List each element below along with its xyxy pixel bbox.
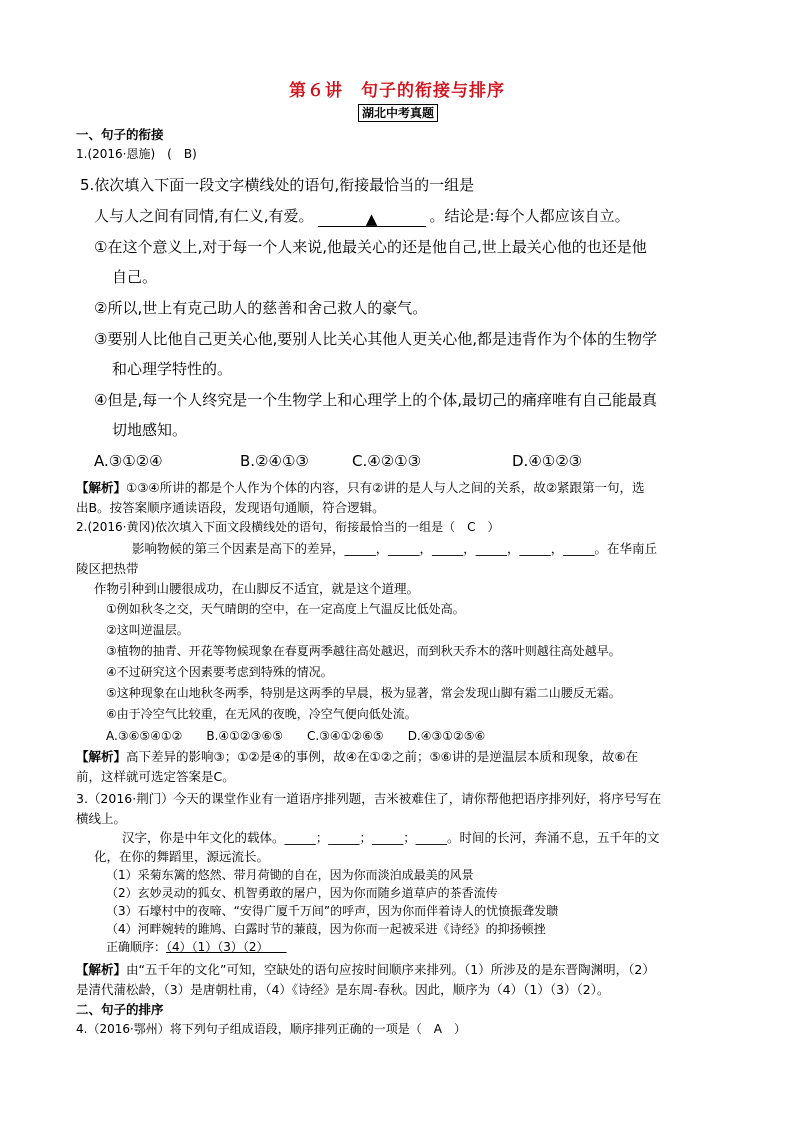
order-label: 正确顺序： [106, 940, 167, 954]
q2-option-1: ①例如秋冬之交，天气晴朗的空中，在一定高度上气温反比低处高。 [106, 602, 465, 616]
q2-passage-line2: 陵区把热带 [76, 561, 139, 576]
q1-choice-d: D.④①②③ [512, 452, 583, 470]
q2-option-5: ⑤这种现象在山地秋冬两季，特别是这两季的早晨，极为显著，常会发现山脚有霜二山腰反无霜。 [106, 686, 621, 700]
q3-option-4: （4）河畔婉转的雎鸠、白露时节的蒹葭，因为你而一起被采进《诗经》的抑扬顿挫 [106, 922, 546, 936]
analysis-text: 高下差异的影响③；①②是④的事例，故④在①②之前；⑤⑥讲的是逆温层本质和现象，故⑥在 [126, 749, 639, 764]
q3-analysis-line2: 是清代蒲松龄，（3）是唐朝杜甫，（4）《诗经》是东周-春秋。因此，顺序为（4）（1）（3）（2）。 [76, 982, 610, 997]
analysis-text: 由“五千年的文化”可知，空缺处的语句应按时间顺序来排列。（1）所涉及的是东晋陶渊明，（2） [126, 962, 655, 977]
q2-option-6: ⑥由于冷空气比较重，在无风的夜晚，冷空气便向低处流。 [106, 707, 417, 721]
q3-answer-order [106, 939, 287, 956]
analysis-tag: 【解析】 [76, 480, 127, 495]
section-heading-1: 一、句子的衔接 [76, 127, 164, 142]
q1-passage-after: 。结论是:每个人都应该自立。 [429, 207, 630, 225]
q1-choice-a: A.③①②④ [94, 452, 163, 470]
q3-passage-line1: 汉字，你是中年文化的载体。_____；_____；_____；_____。时间的长河，奔涌不息，五千年的文 [122, 830, 660, 845]
q2-option-4: ④不过研究这个因素要考虑到特殊的情况。 [106, 665, 333, 679]
q3-option-3: （3）石壕村中的夜啼、“安得广厦千万间”的呼声，因为你而伴着诗人的忧愤振聋发聩 [106, 904, 559, 918]
q4-label: 4.（2016·鄂州）将下列句子组成语段，顺序排列正确的一项是（ A ） [76, 1022, 467, 1036]
q1-analysis-line1 [76, 479, 645, 496]
source-label: 湖北中考真题 [358, 104, 438, 122]
q1-option-3-line2: 和心理学特性的。 [112, 360, 233, 378]
q1-blank [318, 208, 426, 227]
q1-option-4-line1: ④但是,每一个人终究是一个生物学上和心理学上的个体,最切己的痛痒唯有自己能最真 [94, 391, 657, 409]
q1-choice-c: C.④②①③ [352, 452, 422, 470]
q1-passage [94, 205, 630, 227]
lesson-title: 第６讲 句子的衔接与排序 [289, 81, 505, 101]
q3-passage-line2: 化，在你的舞蹈里，源远流长。 [94, 849, 270, 864]
q2-passage-line3: 作物引种到山腰很成功，在山脚反不适宜，就是这个道理。 [94, 581, 420, 596]
q2-choices: A.③⑥⑤④①② B.④①②③⑥⑤ C.③④①②⑥⑤ D.④③①②⑤⑥ [106, 729, 486, 743]
q3-label-line2: 横线上。 [76, 811, 127, 826]
q2-label: 2.(2016·黄冈)依次填入下面文段横线处的语句，衔接最恰当的一组是（ C ） [76, 520, 500, 534]
q1-option-4-line2: 切地感知。 [112, 421, 188, 439]
analysis-tag: 【解析】 [76, 962, 127, 977]
q2-analysis-line1 [76, 748, 638, 765]
q1-choice-b: B.②④①③ [240, 452, 309, 470]
order-value: （4）（1）（3）（2） [166, 940, 287, 954]
q1-option-1-line1: ①在这个意义上,对于每一个人来说,他最关心的还是他自己,世上最关心他的也还是他 [94, 238, 647, 256]
triangle-icon: ▲ [365, 210, 378, 228]
q3-option-1: （1）采菊东篱的悠然、带月荷锄的自在，因为你而淡泊成最美的风景 [106, 868, 474, 882]
q2-passage-line1: 影响物候的第三个因素是高下的差异，_____，_____，_____，_____，_____，_____。在华南丘 [132, 541, 658, 556]
q3-analysis-line1 [76, 961, 655, 978]
q1-option-2: ②所以,世上有克己助人的慈善和舍己救人的豪气。 [94, 299, 428, 317]
q1-option-1-line2: 自己。 [112, 268, 158, 286]
q2-option-3: ③植物的抽青、开花等物候现象在春夏两季越往高处越迟，而到秋天乔木的落叶则越往高处越早。 [106, 644, 621, 658]
analysis-text: ①③④所讲的都是个人作为个体的内容，只有②讲的是人与人之间的关系，故②紧跟第一句，选 [126, 480, 645, 495]
q1-analysis-line2: 出B。按答案顺序通读语段，发现语句通顺，符合逻辑。 [76, 500, 385, 515]
q1-passage-before: 人与人之间有同情,有仁义,有爱。 [94, 207, 314, 225]
q1-stem: 5.依次填入下面一段文字横线处的语句,衔接最恰当的一组是 [80, 176, 475, 194]
q3-option-2: （2）玄妙灵动的狐女、机智勇敢的屠户，因为你而随乡道草庐的茶香流传 [106, 886, 498, 900]
q3-label-line1: 3.（2016·荆门）今天的课堂作业有一道语序排列题，吉米被难住了，请你帮他把语序排列好，将序号写在 [76, 791, 662, 806]
section-heading-2: 二、句子的排序 [76, 1002, 164, 1017]
q2-option-2: ②这叫逆温层。 [106, 623, 189, 637]
q2-analysis-line2: 前，这样就可选定答案是C。 [76, 769, 235, 784]
q1-option-3-line1: ③要别人比他自己更关心他,要别人比关心其他人更关心他,都是违背作为个体的生物学 [94, 330, 657, 348]
analysis-tag: 【解析】 [76, 749, 127, 764]
q1-label: 1.(2016·恩施) ( B) [76, 147, 197, 161]
